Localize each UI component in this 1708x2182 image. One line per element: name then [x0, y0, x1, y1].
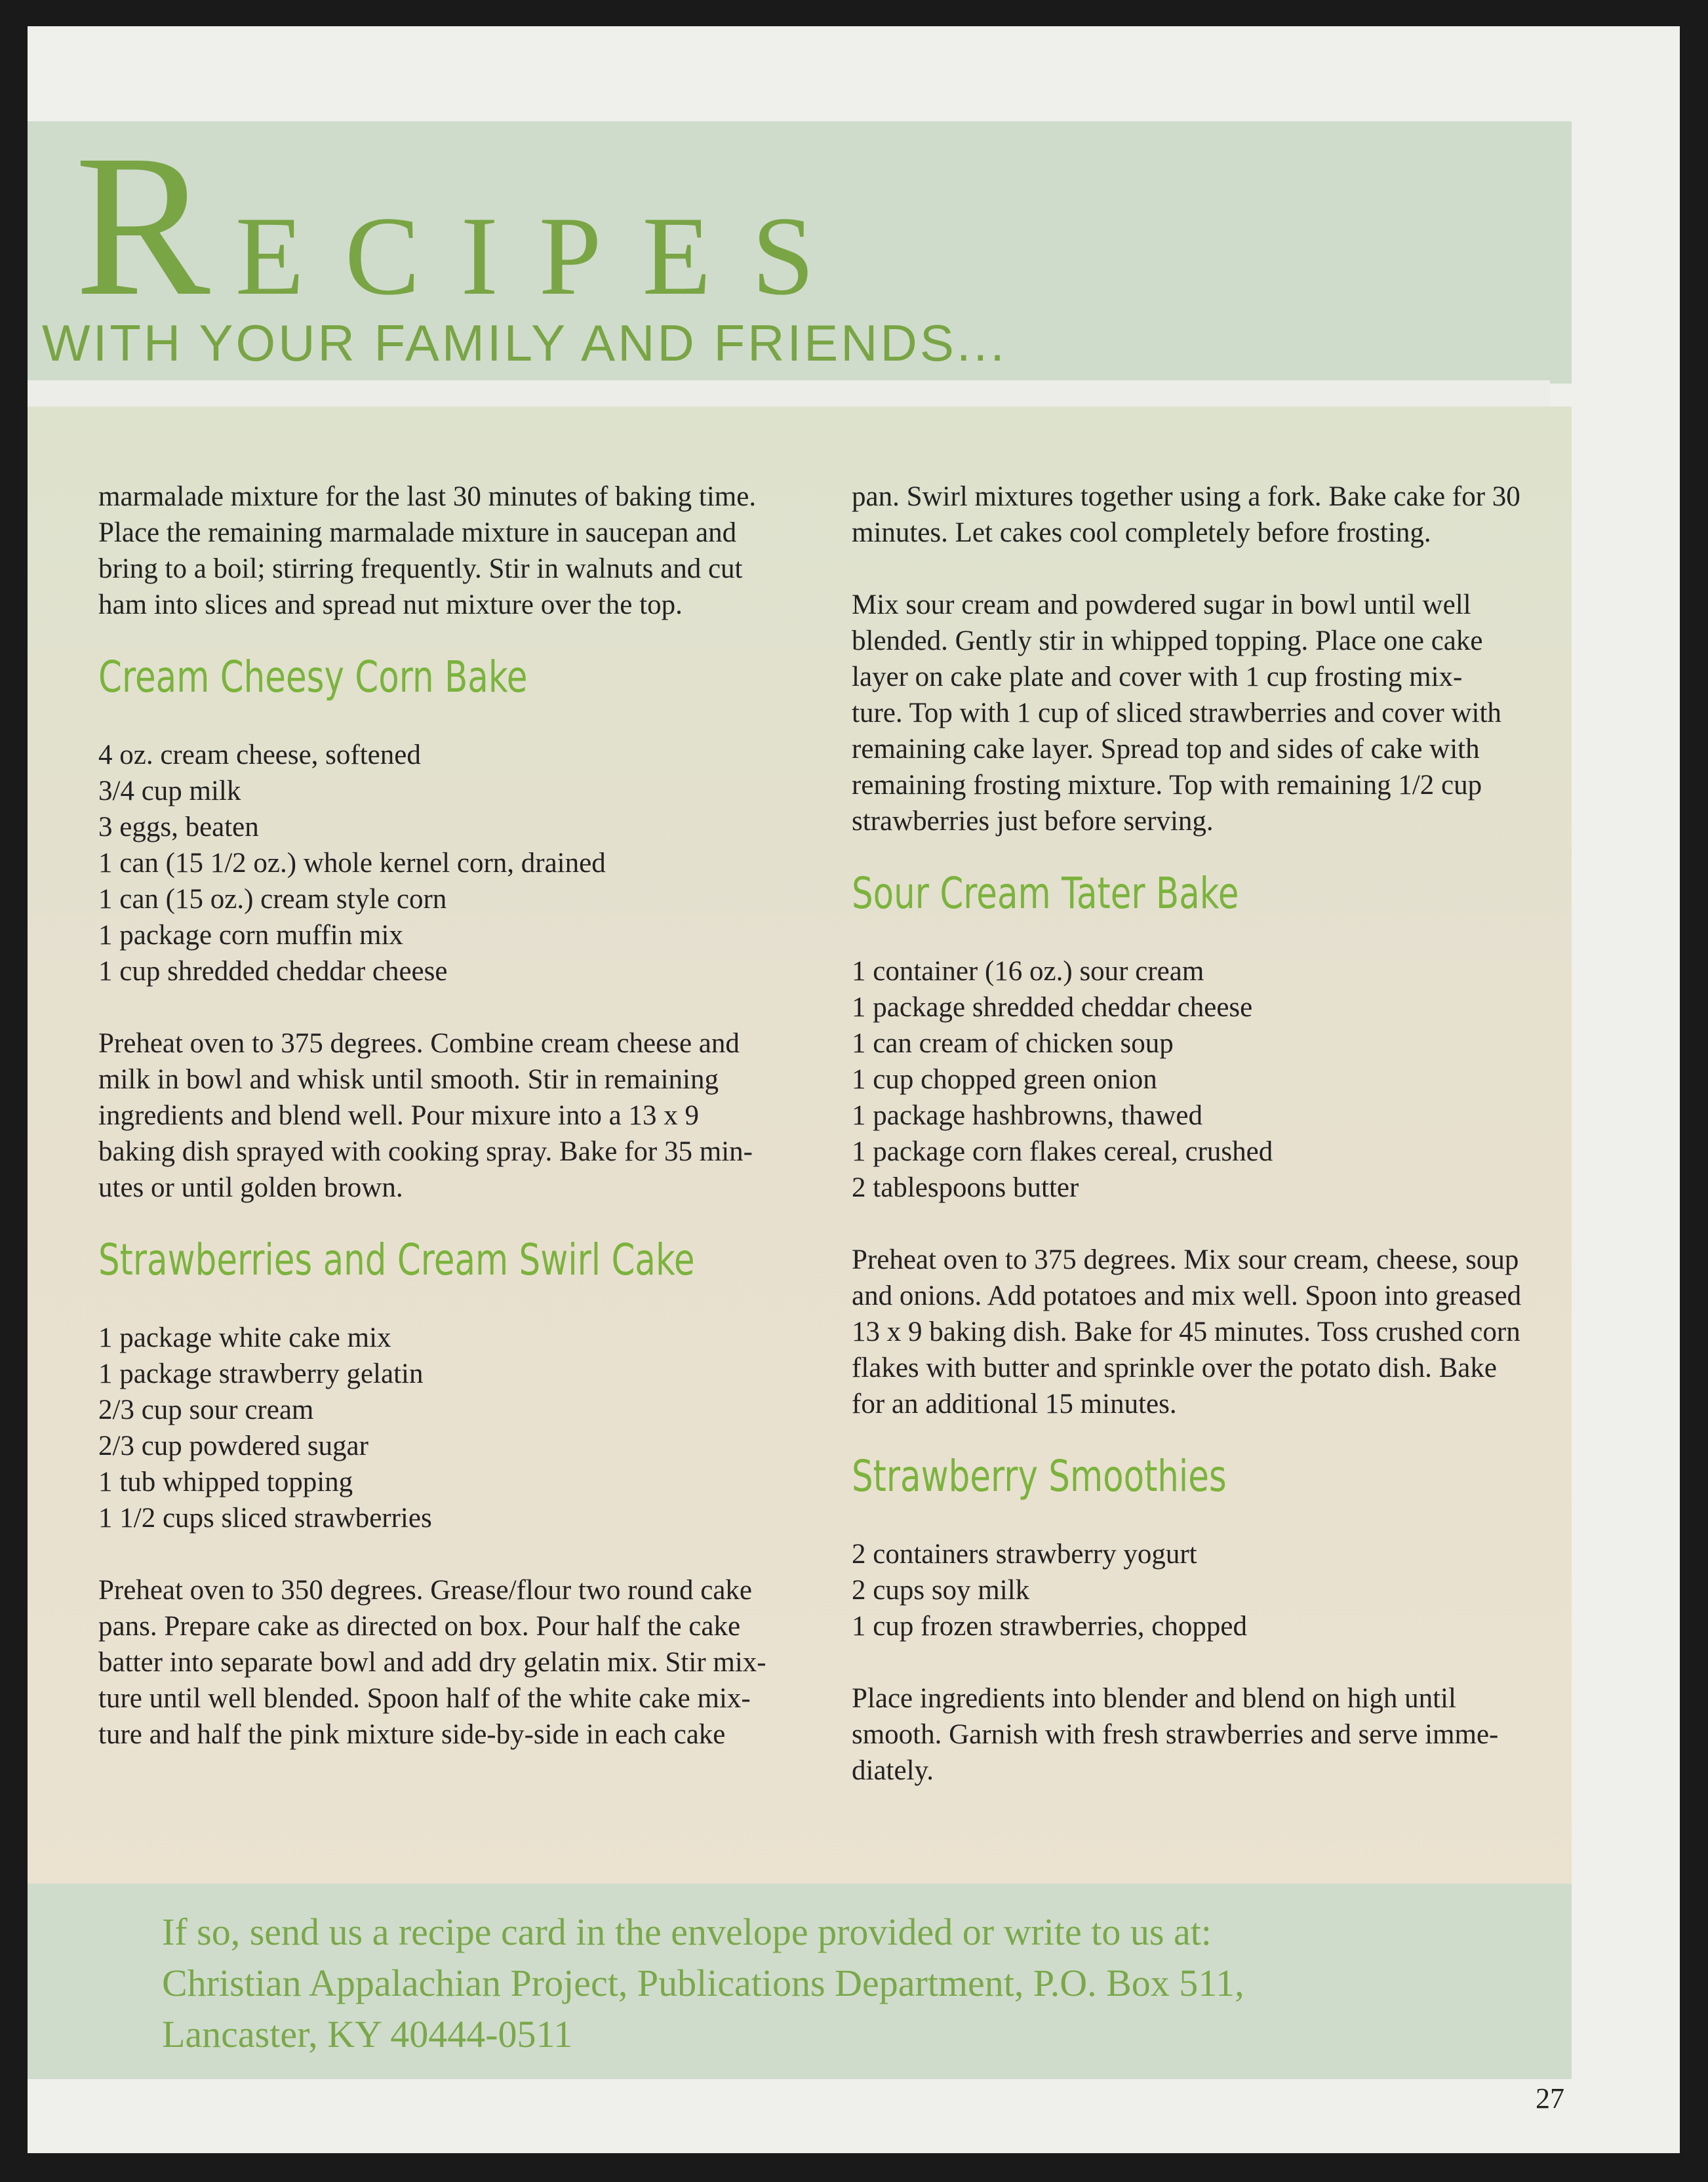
ingredient-item: 1 can (15 oz.) cream style corn	[98, 884, 447, 915]
recipe-directions: Preheat oven to 350 degrees. Grease/flour two round cake pans. Prepare cake as directed on box. Pour half the cake batter into separate bowl and add dry gelatin mix. Stir mix- ture until well blended. Spoon half of the white cake mix- ture and half the pink mixture side-by-side in each cake	[98, 1575, 766, 1750]
recipe-title-strawberry-smoothies: Strawberry Smoothies	[852, 1451, 1227, 1501]
ingredient-item: 1 package hashbrowns, thawed	[852, 1100, 1202, 1131]
ingredient-item: 1 package shredded cheddar cheese	[852, 992, 1253, 1023]
continued-paragraph: marmalade mixture for the last 30 minutes of baking time. Place the remaining marmalade mixture in saucepan and bring to a boil; stirring frequently. Stir in walnuts and cut ham into slices and spread nut mixture over the top.	[98, 481, 757, 620]
ingredient-item: 1 package corn flakes cereal, crushed	[852, 1136, 1273, 1167]
ingredient-item: 1 cup frozen strawberries, chopped	[852, 1611, 1247, 1642]
ingredient-item: 1 package corn muffin mix	[98, 920, 403, 951]
continued-paragraph: pan. Swirl mixtures together using a fork. Bake cake for 30 minutes. Let cakes cool completely before frosting.	[852, 481, 1520, 548]
page-title-initial: R	[75, 113, 216, 338]
ingredient-item: 1 package white cake mix	[98, 1322, 391, 1353]
ingredient-item: 1 cup chopped green onion	[852, 1064, 1157, 1095]
page-title	[75, 113, 856, 338]
left-column	[98, 479, 839, 1753]
ingredient-list	[98, 737, 839, 989]
recipe-directions: Preheat oven to 375 degrees. Combine cream cheese and milk in bowl and whisk until smooth. Stir in remaining ingredients and blend well. Pour mixure into a 13 x 9 baking dish sprayed with cooking spray. Bake for 35 min- utes or until golden brown.	[98, 1028, 753, 1203]
magazine-page	[28, 26, 1680, 2153]
recipe-title-sour-cream-tater-bake: Sour Cream Tater Bake	[852, 868, 1239, 919]
ingredient-item: 1 container (16 oz.) sour cream	[852, 956, 1204, 987]
header-divider-strip	[28, 380, 1550, 407]
ingredient-item: 2/3 cup sour cream	[98, 1395, 314, 1425]
ingredient-item: 1 can (15 1/2 oz.) whole kernel corn, drained	[98, 848, 606, 879]
recipe-directions: Preheat oven to 375 degrees. Mix sour cream, cheese, soup and onions. Add potatoes and mix well. Spoon into greased 13 x 9 baking dish. Bake for 45 minutes. Toss crushed corn flakes with butter and sprinkle over the potato dish. Bake for an additional 15 minutes.	[852, 1244, 1522, 1419]
page-number: 27	[1536, 2082, 1564, 2114]
page-subtitle: WITH YOUR FAMILY AND FRIENDS...	[42, 314, 1007, 372]
ingredient-item: 1 tub whipped topping	[98, 1467, 353, 1498]
recipe-directions: Place ingredients into blender and blend on high until smooth. Garnish with fresh strawberries and serve imme- diately.	[852, 1683, 1499, 1786]
ingredient-item: 2 containers strawberry yogurt	[852, 1539, 1197, 1570]
ingredient-list	[852, 1536, 1579, 1644]
ingredient-item: 3 eggs, beaten	[98, 812, 259, 843]
footer-line: Lancaster, KY 40444-0511	[162, 2013, 573, 2055]
right-column	[852, 479, 1579, 1789]
footer-contact	[162, 1907, 1244, 2060]
footer-line: Christian Appalachian Project, Publications Department, P.O. Box 511,	[162, 1962, 1244, 2004]
recipe-title-cream-cheesy-corn-bake: Cream Cheesy Corn Bake	[98, 652, 528, 702]
ingredient-item: 1 cup shredded cheddar cheese	[98, 956, 448, 987]
page-title-rest: ECIPES	[235, 194, 856, 319]
continued-paragraph: Mix sour cream and powdered sugar in bowl until well blended. Gently stir in whipped topping. Place one cake layer on cake plate and cover with 1 cup frosting mix- ture. Top with 1 cup of sliced strawberries and cover with remaining cake layer. Spread top and sides of cake with remaining frosting mixture. Top with remaining 1/2 cup strawberries just before serving.	[852, 589, 1501, 837]
ingredient-item: 1 can cream of chicken soup	[852, 1028, 1174, 1059]
ingredient-item: 2 cups soy milk	[852, 1575, 1030, 1606]
ingredient-item: 1 1/2 cups sliced strawberries	[98, 1503, 432, 1534]
ingredient-item: 1 package strawberry gelatin	[98, 1359, 424, 1389]
footer-line: If so, send us a recipe card in the envelope provided or write to us at:	[162, 1911, 1212, 1953]
ingredient-item: 4 oz. cream cheese, softened	[98, 740, 421, 770]
ingredient-item: 2/3 cup powdered sugar	[98, 1431, 368, 1461]
ingredient-list	[98, 1320, 839, 1536]
ingredient-list	[852, 953, 1579, 1206]
recipe-title-strawberries-cream-swirl-cake: Strawberries and Cream Swirl Cake	[98, 1235, 695, 1285]
ingredient-item: 3/4 cup milk	[98, 776, 241, 806]
ingredient-item: 2 tablespoons butter	[852, 1172, 1079, 1203]
